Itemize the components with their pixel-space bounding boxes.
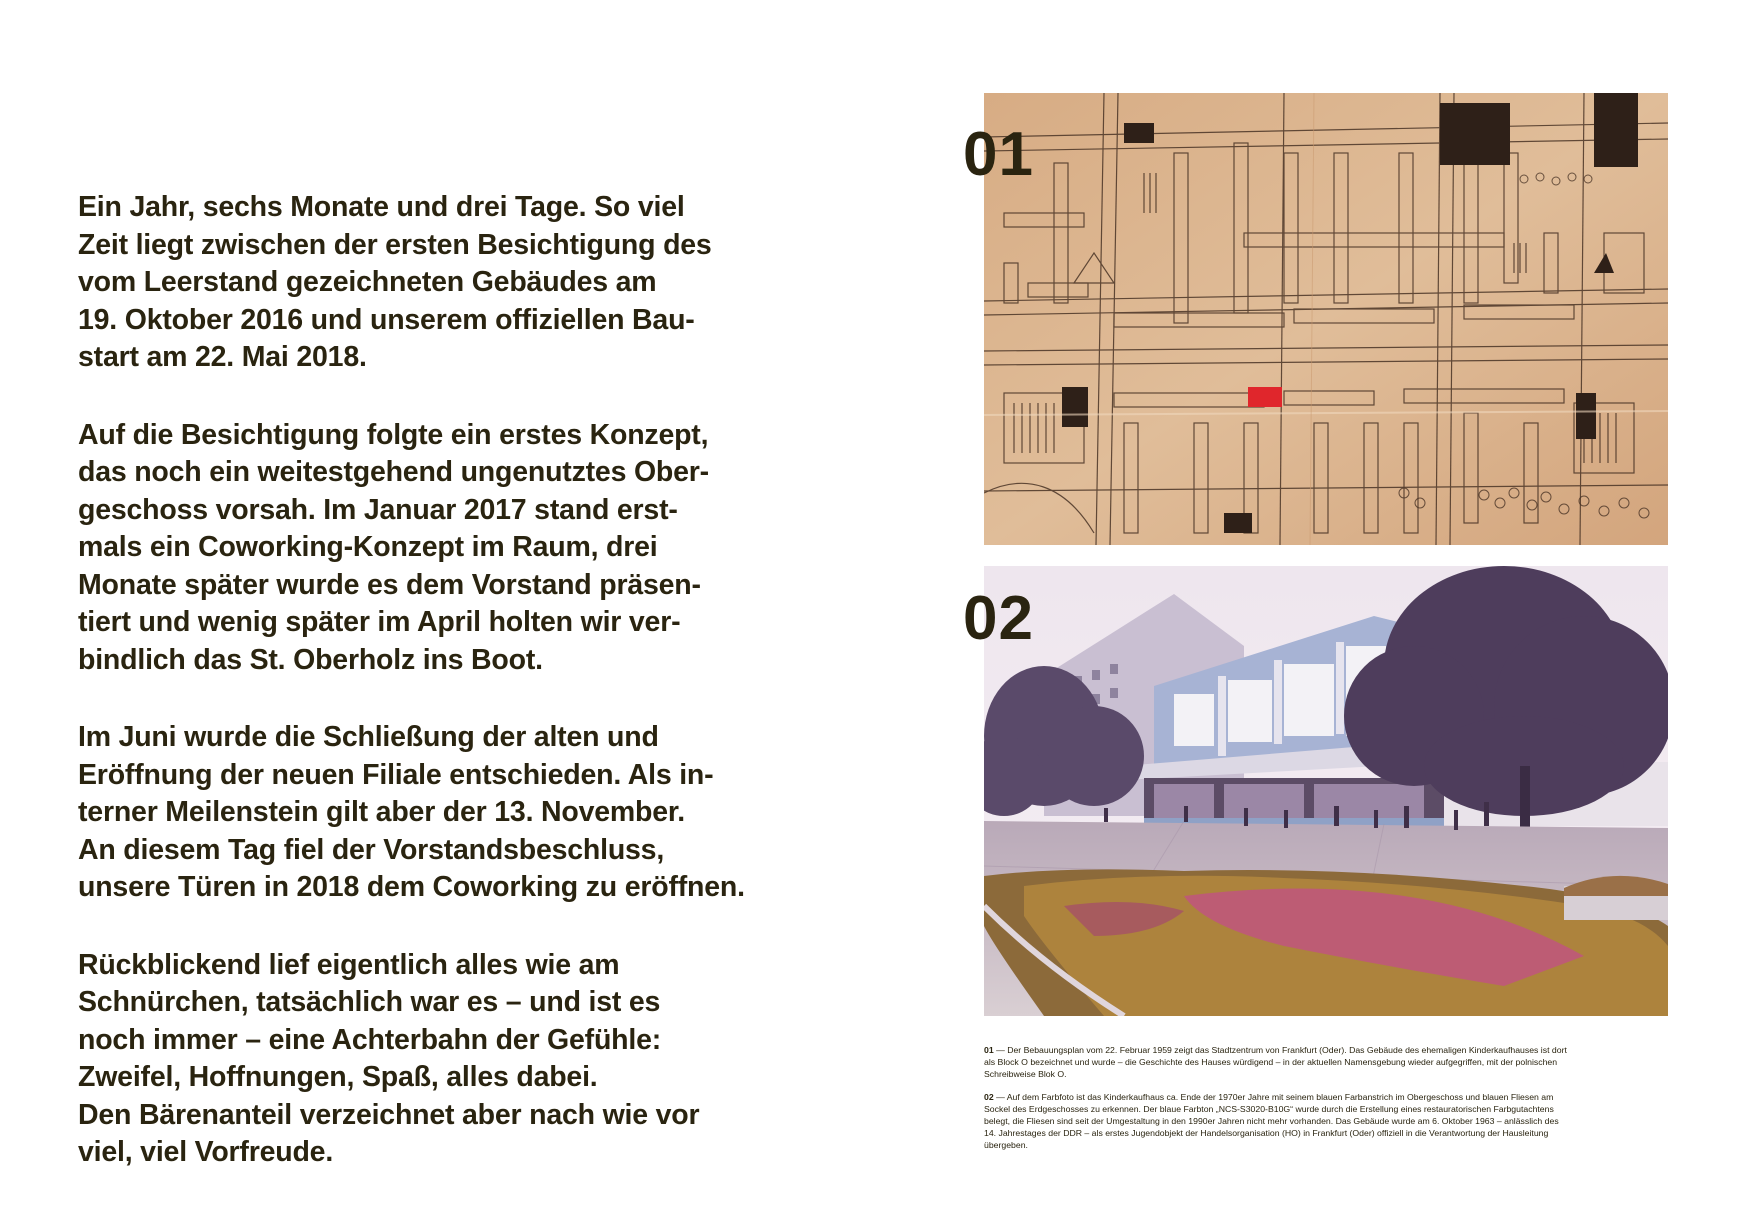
caption-line: [984, 1044, 1624, 1056]
text-line: Schnürchen, tatsächlich war es – und ist es: [78, 986, 661, 1018]
text-line: tiert und wenig später im April holten wir ver-: [78, 606, 681, 638]
figure-number-01: 01: [963, 120, 1034, 189]
caption-separator: —: [993, 1045, 1008, 1055]
text-line: Den Bärenanteil verzeichnet aber nach wie vor: [78, 1098, 700, 1131]
caption-text: belegt, die Fliesen sind seit der Umgestaltung in den 1990er Jahren nicht mehr vorhanden. Das Gebäude wurde am 6. Oktober 1963 – anlässlich des: [984, 1116, 1559, 1127]
caption-number: 01: [984, 1045, 994, 1055]
text-line: das noch ein weitestgehend ungenutztes Ober-: [78, 456, 709, 488]
caption-text: übergeben.: [984, 1140, 1028, 1151]
caption-line: [984, 1139, 1624, 1151]
caption-line: [984, 1091, 1624, 1103]
text-line: Auf die Besichtigung folgte ein erstes Konzept,: [78, 418, 709, 451]
text-line: 19. Oktober 2016 und unserem offiziellen Bau-: [78, 303, 695, 336]
text-line: noch immer – eine Achterbahn der Gefühle:: [78, 1023, 662, 1056]
site-plan-drawing: [984, 93, 1668, 545]
text-line: Zeit liegt zwischen der ersten Besichtigung des: [78, 228, 712, 261]
caption-line: [984, 1127, 1624, 1139]
caption-text: Sockel des Erdgeschosses zu erkennen. Der blaue Farbton „NCS-S3020-B10G“ wurde durch die Erstellung eines restauratorischen Farbgutachtens: [984, 1103, 1554, 1114]
body-paragraph: [78, 189, 818, 377]
caption-line: [984, 1115, 1624, 1127]
caption-number: 02: [984, 1091, 994, 1102]
text-line: mals ein Coworking-Konzept im Raum, drei: [78, 531, 658, 563]
body-paragraph: [78, 947, 818, 1172]
body-paragraph: [78, 719, 818, 907]
figure-captions: [984, 1044, 1624, 1162]
caption-text: Auf dem Farbfoto ist das Kinderkaufhaus ca. Ende der 1970er Jahre mit seinem blauen Farbanstrich im Obergeschoss und blauen Fliesen am: [1006, 1091, 1554, 1102]
text-line: An diesem Tag fiel der Vorstandsbeschluss,: [78, 833, 665, 866]
text-line: bindlich das St. Oberholz ins Boot.: [78, 643, 543, 676]
text-line: start am 22. Mai 2018.: [78, 341, 367, 373]
kinderkaufhaus-photo: [984, 566, 1668, 1016]
caption-02: [984, 1091, 1624, 1152]
caption-line: [984, 1103, 1624, 1115]
kinderkaufhaus-picture: [984, 566, 1668, 1016]
text-line: Ein Jahr, sechs Monate und drei Tage. So viel: [78, 191, 685, 223]
text-line: Rückblickend lief eigentlich alles wie am: [78, 948, 620, 981]
text-line: viel, viel Vorfreude.: [78, 1136, 334, 1168]
site-plan-image: [984, 93, 1668, 545]
text-line: terner Meilenstein gilt aber der 13. November.: [78, 796, 685, 828]
body-text: [78, 189, 818, 1212]
text-line: Im Juni wurde die Schließung der alten und: [78, 721, 659, 753]
text-line: vom Leerstand gezeichneten Gebäudes am: [78, 266, 657, 298]
caption-text: 14. Jahrestages der DDR – als erstes Jugendobjekt der Handelsorganisation (HO) in Frankfurt (Oder) offiziell in die Verantwortung der Hausleitung: [984, 1128, 1549, 1139]
text-line: geschoss vorsah. Im Januar 2017 stand erst-: [78, 493, 678, 526]
text-line: unsere Türen in 2018 dem Coworking zu eröffnen.: [78, 871, 745, 903]
figure-number-02: 02: [963, 584, 1034, 653]
caption-line: [984, 1068, 1624, 1080]
text-line: Zweifel, Hoffnungen, Spaß, alles dabei.: [78, 1061, 598, 1093]
caption-line: [984, 1056, 1624, 1068]
caption-text: Schreibweise Blok O.: [984, 1069, 1067, 1080]
caption-01: [984, 1044, 1624, 1081]
body-paragraph: [78, 417, 818, 680]
caption-text: Der Bebauungsplan vom 22. Februar 1959 zeigt das Stadtzentrum von Frankfurt (Oder). Das Gebäude des ehemaligen Kinderkaufhauses ist dort: [1007, 1045, 1567, 1055]
text-line: Monate später wurde es dem Vorstand präsen-: [78, 568, 701, 601]
caption-text: als Block O bezeichnet und wurde – die Geschichte des Hauses würdigend – in der aktuellen Namensgebung wieder aufgegriffen, mit der polnischen: [984, 1057, 1558, 1068]
text-line: Eröffnung der neuen Filiale entschieden. Als in-: [78, 758, 714, 791]
caption-separator: —: [993, 1091, 1007, 1102]
